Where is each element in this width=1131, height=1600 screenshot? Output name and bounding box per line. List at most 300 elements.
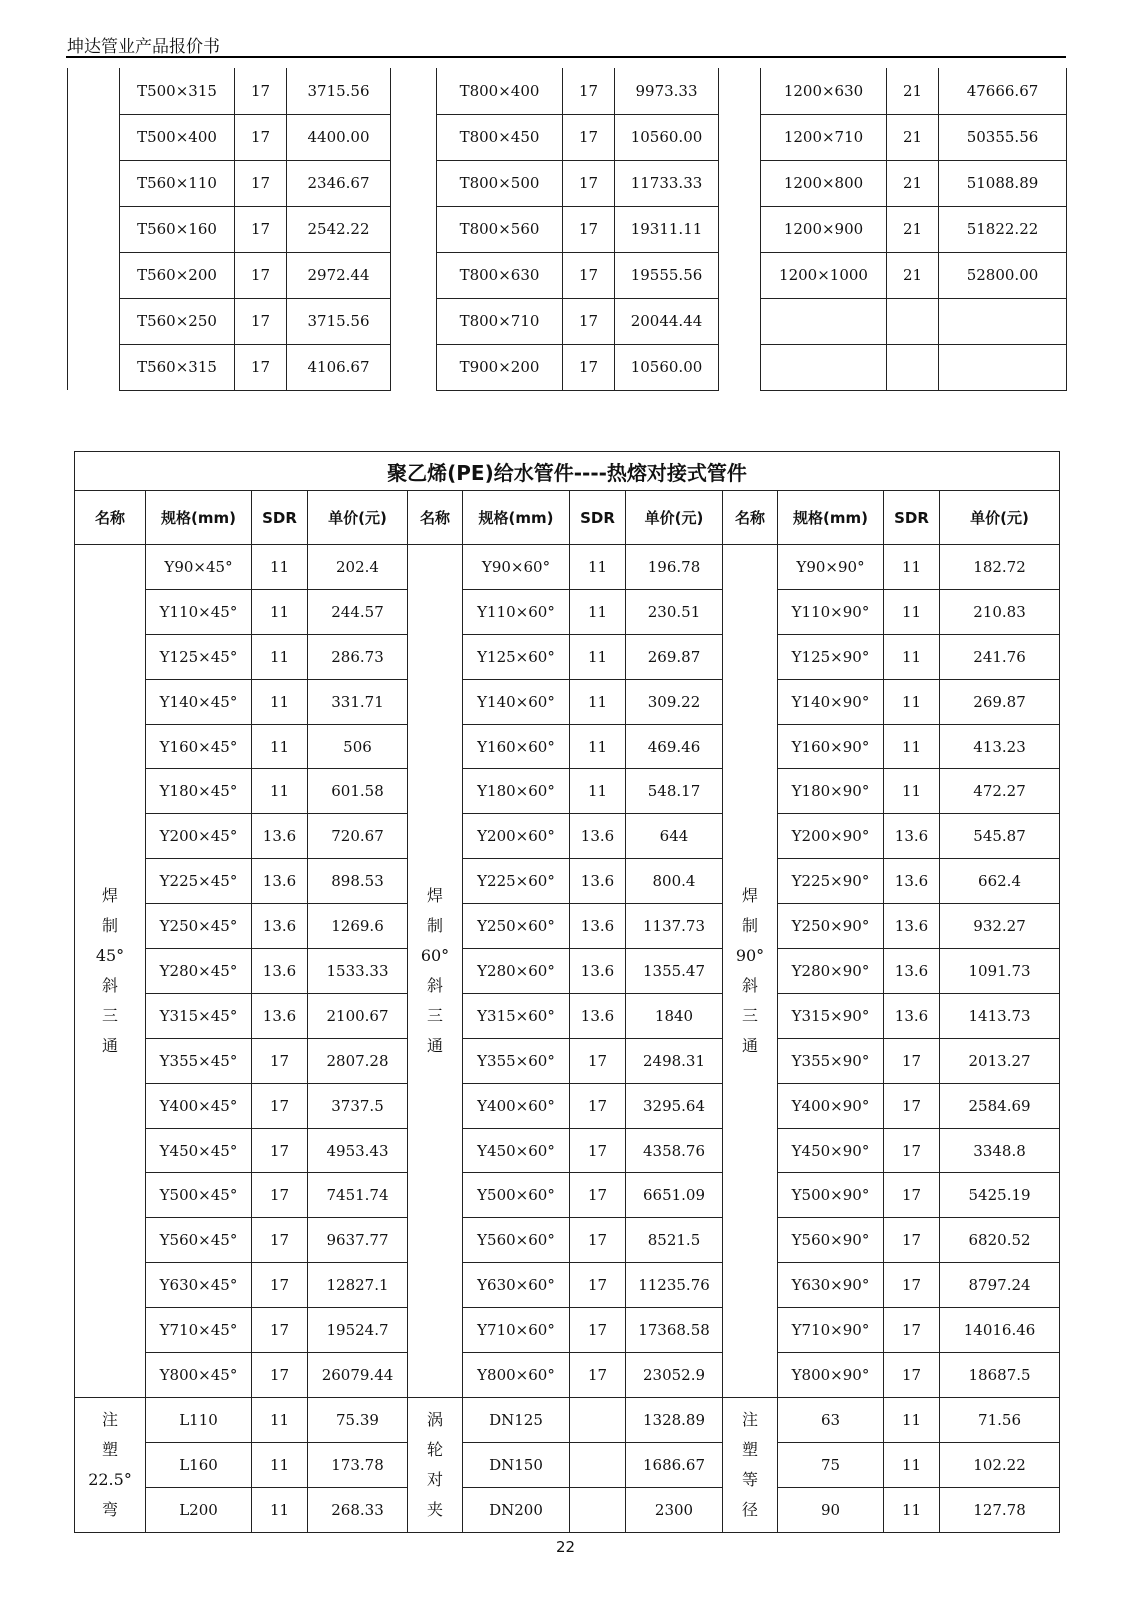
sdr-cell: 13.6 bbox=[252, 904, 308, 949]
price-cell: 331.71 bbox=[308, 679, 408, 724]
spec-cell: Y500×45° bbox=[146, 1173, 252, 1218]
spec-cell: Y800×60° bbox=[463, 1353, 570, 1398]
sdr-cell: 17 bbox=[235, 298, 287, 344]
sdr-cell: 17 bbox=[884, 1173, 940, 1218]
fitting-name-char: 制 bbox=[101, 915, 118, 935]
spec-cell: Y110×45° bbox=[146, 589, 252, 634]
sdr-cell: 17 bbox=[570, 1173, 626, 1218]
table-row bbox=[75, 589, 1060, 634]
sdr-cell: 13.6 bbox=[570, 859, 626, 904]
price-cell: 3737.5 bbox=[308, 1083, 408, 1128]
spec-cell: T560×200 bbox=[120, 252, 235, 298]
blank-name-cell bbox=[719, 252, 761, 298]
spec-cell: Y315×60° bbox=[463, 993, 570, 1038]
sdr-cell: 21 bbox=[887, 68, 939, 114]
price-cell: 800.4 bbox=[626, 859, 723, 904]
spec-cell: T800×560 bbox=[437, 206, 563, 252]
spec-cell: Y560×90° bbox=[778, 1218, 884, 1263]
price-cell: 6820.52 bbox=[940, 1218, 1060, 1263]
sdr-cell: 11 bbox=[570, 724, 626, 769]
price-cell: 1328.89 bbox=[626, 1397, 723, 1442]
price-cell: 3715.56 bbox=[287, 298, 391, 344]
spec-cell: Y180×90° bbox=[778, 769, 884, 814]
header-price: 单价(元) bbox=[626, 491, 723, 545]
sdr-cell: 11 bbox=[884, 724, 940, 769]
sdr-cell: 17 bbox=[563, 206, 615, 252]
spec-cell: Y450×45° bbox=[146, 1128, 252, 1173]
sdr-cell bbox=[570, 1442, 626, 1487]
price-cell: 601.58 bbox=[308, 769, 408, 814]
price-cell: 3295.64 bbox=[626, 1083, 723, 1128]
fitting-name-char: 涡 bbox=[426, 1409, 443, 1429]
spec-cell: Y710×60° bbox=[463, 1308, 570, 1353]
price-cell: 269.87 bbox=[940, 679, 1060, 724]
table-row bbox=[75, 1308, 1060, 1353]
fitting-name-cell bbox=[75, 1397, 146, 1532]
spec-cell: DN150 bbox=[463, 1442, 570, 1487]
fitting-name-char: 22.5° bbox=[88, 1469, 132, 1489]
price-cell: 241.76 bbox=[940, 634, 1060, 679]
spec-cell: Y280×45° bbox=[146, 949, 252, 994]
spec-cell: T800×450 bbox=[437, 114, 563, 160]
fitting-name-cell bbox=[75, 545, 146, 1398]
price-cell: 182.72 bbox=[940, 545, 1060, 590]
price-cell: 1269.6 bbox=[308, 904, 408, 949]
sdr-cell: 17 bbox=[563, 344, 615, 390]
table-row bbox=[75, 679, 1060, 724]
price-cell: 548.17 bbox=[626, 769, 723, 814]
blank-name-cell bbox=[68, 114, 120, 160]
price-cell: 1091.73 bbox=[940, 949, 1060, 994]
price-cell: 52800.00 bbox=[939, 252, 1067, 298]
price-cell: 2807.28 bbox=[308, 1038, 408, 1083]
spec-cell: Y355×90° bbox=[778, 1038, 884, 1083]
price-cell: 7451.74 bbox=[308, 1173, 408, 1218]
fitting-name-char: 制 bbox=[426, 915, 443, 935]
price-cell: 413.23 bbox=[940, 724, 1060, 769]
sdr-cell: 17 bbox=[884, 1083, 940, 1128]
sdr-cell: 17 bbox=[563, 114, 615, 160]
spec-cell: DN125 bbox=[463, 1397, 570, 1442]
fitting-name-char: 对 bbox=[426, 1469, 443, 1489]
fitting-name-char: 60° bbox=[420, 945, 450, 965]
spec-cell: T560×250 bbox=[120, 298, 235, 344]
blank-name-cell bbox=[391, 344, 437, 390]
sdr-cell: 11 bbox=[570, 769, 626, 814]
price-cell: 506 bbox=[308, 724, 408, 769]
sdr-cell: 17 bbox=[235, 160, 287, 206]
table-row bbox=[68, 114, 1067, 160]
table-row bbox=[68, 68, 1067, 114]
spec-cell: Y180×45° bbox=[146, 769, 252, 814]
table-row bbox=[75, 1487, 1060, 1532]
price-cell: 1355.47 bbox=[626, 949, 723, 994]
price-cell: 244.57 bbox=[308, 589, 408, 634]
spec-cell: Y125×90° bbox=[778, 634, 884, 679]
spec-cell: Y225×45° bbox=[146, 859, 252, 904]
price-cell bbox=[939, 298, 1067, 344]
fitting-name-char: 45° bbox=[95, 945, 125, 965]
sdr-cell: 13.6 bbox=[884, 904, 940, 949]
price-cell: 71.56 bbox=[940, 1397, 1060, 1442]
price-cell: 662.4 bbox=[940, 859, 1060, 904]
sdr-cell: 13.6 bbox=[252, 814, 308, 859]
spec-cell: Y140×45° bbox=[146, 679, 252, 724]
fitting-name-cell bbox=[723, 545, 778, 1398]
price-cell: 309.22 bbox=[626, 679, 723, 724]
spec-cell: T560×160 bbox=[120, 206, 235, 252]
sdr-cell: 17 bbox=[235, 114, 287, 160]
blank-name-cell bbox=[391, 206, 437, 252]
document-header-title: 坤达管业产品报价书 bbox=[67, 37, 220, 57]
sdr-cell: 17 bbox=[252, 1173, 308, 1218]
price-cell: 19524.7 bbox=[308, 1308, 408, 1353]
table-row bbox=[75, 1397, 1060, 1442]
sdr-cell: 11 bbox=[884, 769, 940, 814]
spec-cell: Y160×60° bbox=[463, 724, 570, 769]
sdr-cell: 17 bbox=[563, 298, 615, 344]
sdr-cell: 17 bbox=[884, 1128, 940, 1173]
price-cell: 210.83 bbox=[940, 589, 1060, 634]
spec-cell: Y710×45° bbox=[146, 1308, 252, 1353]
price-cell: 19555.56 bbox=[615, 252, 719, 298]
price-cell: 1137.73 bbox=[626, 904, 723, 949]
sdr-cell: 11 bbox=[570, 589, 626, 634]
table-row bbox=[75, 859, 1060, 904]
spec-cell: Y560×60° bbox=[463, 1218, 570, 1263]
table-row bbox=[75, 993, 1060, 1038]
sdr-cell: 11 bbox=[884, 1487, 940, 1532]
price-cell: 1533.33 bbox=[308, 949, 408, 994]
spec-cell: Y225×90° bbox=[778, 859, 884, 904]
sdr-cell: 21 bbox=[887, 160, 939, 206]
sdr-cell: 11 bbox=[884, 1397, 940, 1442]
price-cell: 51088.89 bbox=[939, 160, 1067, 206]
table-row bbox=[75, 1083, 1060, 1128]
price-cell: 2013.27 bbox=[940, 1038, 1060, 1083]
price-cell: 173.78 bbox=[308, 1442, 408, 1487]
spec-cell: 1200×710 bbox=[761, 114, 887, 160]
price-cell: 545.87 bbox=[940, 814, 1060, 859]
fitting-name-char: 弯 bbox=[101, 1499, 118, 1519]
header-price: 单价(元) bbox=[308, 491, 408, 545]
price-cell: 75.39 bbox=[308, 1397, 408, 1442]
spec-cell: Y630×45° bbox=[146, 1263, 252, 1308]
sdr-cell bbox=[887, 298, 939, 344]
price-cell: 9973.33 bbox=[615, 68, 719, 114]
header-sdr: SDR bbox=[884, 491, 940, 545]
fitting-name-char: 三 bbox=[741, 1005, 758, 1025]
price-cell: 127.78 bbox=[940, 1487, 1060, 1532]
blank-name-cell bbox=[391, 252, 437, 298]
sdr-cell: 21 bbox=[887, 114, 939, 160]
price-cell: 720.67 bbox=[308, 814, 408, 859]
spec-cell: T560×315 bbox=[120, 344, 235, 390]
fitting-name-char: 注 bbox=[741, 1409, 758, 1429]
blank-name-cell bbox=[68, 252, 120, 298]
price-cell: 1686.67 bbox=[626, 1442, 723, 1487]
spec-cell: Y140×60° bbox=[463, 679, 570, 724]
spec-cell: 1200×900 bbox=[761, 206, 887, 252]
table-row bbox=[75, 634, 1060, 679]
table-row bbox=[68, 344, 1067, 390]
spec-cell: Y90×45° bbox=[146, 545, 252, 590]
spec-cell: Y450×60° bbox=[463, 1128, 570, 1173]
price-cell: 47666.67 bbox=[939, 68, 1067, 114]
table-row bbox=[75, 1038, 1060, 1083]
sdr-cell: 17 bbox=[235, 206, 287, 252]
spec-cell: Y160×90° bbox=[778, 724, 884, 769]
sdr-cell: 11 bbox=[570, 679, 626, 724]
sdr-cell: 13.6 bbox=[570, 904, 626, 949]
sdr-cell: 17 bbox=[235, 252, 287, 298]
spec-cell: Y90×90° bbox=[778, 545, 884, 590]
price-cell: 472.27 bbox=[940, 769, 1060, 814]
header-name: 名称 bbox=[723, 491, 778, 545]
spec-cell: Y355×60° bbox=[463, 1038, 570, 1083]
spec-cell: T800×400 bbox=[437, 68, 563, 114]
page-number: 22 bbox=[555, 1538, 576, 1556]
price-cell: 51822.22 bbox=[939, 206, 1067, 252]
fitting-name-char: 斜 bbox=[741, 975, 758, 995]
spec-cell: Y500×90° bbox=[778, 1173, 884, 1218]
sdr-cell: 17 bbox=[235, 68, 287, 114]
spec-cell: T900×200 bbox=[437, 344, 563, 390]
price-cell: 230.51 bbox=[626, 589, 723, 634]
fitting-name-cell bbox=[408, 1397, 463, 1532]
header-sdr: SDR bbox=[570, 491, 626, 545]
fitting-name-char: 焊 bbox=[101, 885, 118, 905]
blank-name-cell bbox=[719, 206, 761, 252]
sdr-cell: 13.6 bbox=[252, 993, 308, 1038]
price-cell: 2498.31 bbox=[626, 1038, 723, 1083]
sdr-cell: 13.6 bbox=[570, 814, 626, 859]
price-cell: 2542.22 bbox=[287, 206, 391, 252]
price-cell: 6651.09 bbox=[626, 1173, 723, 1218]
sdr-cell bbox=[570, 1487, 626, 1532]
spec-cell: Y630×90° bbox=[778, 1263, 884, 1308]
sdr-cell: 17 bbox=[252, 1128, 308, 1173]
spec-cell: Y250×60° bbox=[463, 904, 570, 949]
fitting-name-char: 90° bbox=[735, 945, 765, 965]
spec-cell: 63 bbox=[778, 1397, 884, 1442]
price-cell: 3348.8 bbox=[940, 1128, 1060, 1173]
price-cell bbox=[939, 344, 1067, 390]
spec-cell: Y500×60° bbox=[463, 1173, 570, 1218]
fitting-name-char: 等 bbox=[741, 1469, 758, 1489]
table-row bbox=[75, 814, 1060, 859]
spec-cell: Y450×90° bbox=[778, 1128, 884, 1173]
fitting-name-char: 通 bbox=[101, 1035, 118, 1055]
sdr-cell: 11 bbox=[252, 545, 308, 590]
fitting-name-char: 径 bbox=[741, 1499, 758, 1519]
spec-cell: 90 bbox=[778, 1487, 884, 1532]
sdr-cell: 17 bbox=[570, 1308, 626, 1353]
table-row bbox=[75, 1353, 1060, 1398]
blank-name-cell bbox=[391, 160, 437, 206]
spec-cell: Y110×90° bbox=[778, 589, 884, 634]
table-title: 聚乙烯(PE)给水管件----热熔对接式管件 bbox=[75, 452, 1060, 491]
spec-cell: T800×500 bbox=[437, 160, 563, 206]
fitting-name-char: 夹 bbox=[426, 1499, 443, 1519]
sdr-cell: 21 bbox=[887, 206, 939, 252]
spec-cell: Y250×45° bbox=[146, 904, 252, 949]
table-row bbox=[68, 298, 1067, 344]
spec-cell: Y250×90° bbox=[778, 904, 884, 949]
price-cell: 1840 bbox=[626, 993, 723, 1038]
price-cell: 8797.24 bbox=[940, 1263, 1060, 1308]
price-cell: 17368.58 bbox=[626, 1308, 723, 1353]
fitting-name-char: 塑 bbox=[741, 1439, 758, 1459]
price-cell: 8521.5 bbox=[626, 1218, 723, 1263]
fitting-name-char: 通 bbox=[741, 1035, 758, 1055]
sdr-cell: 11 bbox=[884, 679, 940, 724]
price-cell: 3715.56 bbox=[287, 68, 391, 114]
blank-name-cell bbox=[391, 68, 437, 114]
sdr-cell: 13.6 bbox=[252, 859, 308, 904]
top-price-table-continued bbox=[67, 68, 1067, 391]
spec-cell: 1200×800 bbox=[761, 160, 887, 206]
header-name: 名称 bbox=[408, 491, 463, 545]
spec-cell: T500×400 bbox=[120, 114, 235, 160]
table-row bbox=[75, 1218, 1060, 1263]
blank-name-cell bbox=[391, 114, 437, 160]
spec-cell: Y400×45° bbox=[146, 1083, 252, 1128]
price-cell: 4358.76 bbox=[626, 1128, 723, 1173]
price-cell: 23052.9 bbox=[626, 1353, 723, 1398]
sdr-cell: 13.6 bbox=[570, 993, 626, 1038]
sdr-cell: 11 bbox=[252, 769, 308, 814]
header-spec: 规格(mm) bbox=[778, 491, 884, 545]
spec-cell: T800×630 bbox=[437, 252, 563, 298]
spec-cell: L160 bbox=[146, 1442, 252, 1487]
price-cell: 4400.00 bbox=[287, 114, 391, 160]
sdr-cell: 21 bbox=[887, 252, 939, 298]
spec-cell: Y180×60° bbox=[463, 769, 570, 814]
spec-cell: Y110×60° bbox=[463, 589, 570, 634]
sdr-cell: 17 bbox=[252, 1308, 308, 1353]
spec-cell: T500×315 bbox=[120, 68, 235, 114]
price-cell: 4106.67 bbox=[287, 344, 391, 390]
spec-cell: Y200×45° bbox=[146, 814, 252, 859]
price-cell: 11235.76 bbox=[626, 1263, 723, 1308]
header-spec: 规格(mm) bbox=[146, 491, 252, 545]
price-cell: 10560.00 bbox=[615, 344, 719, 390]
blank-name-cell bbox=[68, 344, 120, 390]
fitting-name-char: 制 bbox=[741, 915, 758, 935]
sdr-cell: 11 bbox=[252, 679, 308, 724]
price-cell: 50355.56 bbox=[939, 114, 1067, 160]
spec-cell: L110 bbox=[146, 1397, 252, 1442]
blank-name-cell bbox=[391, 298, 437, 344]
table-row bbox=[75, 769, 1060, 814]
price-cell: 14016.46 bbox=[940, 1308, 1060, 1353]
price-cell: 9637.77 bbox=[308, 1218, 408, 1263]
blank-name-cell bbox=[719, 160, 761, 206]
spec-cell: Y800×90° bbox=[778, 1353, 884, 1398]
table-row bbox=[75, 1442, 1060, 1487]
spec-cell: Y315×45° bbox=[146, 993, 252, 1038]
sdr-cell: 17 bbox=[884, 1308, 940, 1353]
price-cell: 2300 bbox=[626, 1487, 723, 1532]
table-header-row bbox=[75, 491, 1060, 545]
price-cell: 268.33 bbox=[308, 1487, 408, 1532]
sdr-cell: 11 bbox=[570, 634, 626, 679]
sdr-cell: 13.6 bbox=[884, 814, 940, 859]
price-cell: 644 bbox=[626, 814, 723, 859]
fitting-name-char: 焊 bbox=[426, 885, 443, 905]
sdr-cell: 13.6 bbox=[570, 949, 626, 994]
sdr-cell: 17 bbox=[884, 1263, 940, 1308]
price-cell: 12827.1 bbox=[308, 1263, 408, 1308]
price-cell: 269.87 bbox=[626, 634, 723, 679]
fitting-name-char: 焊 bbox=[741, 885, 758, 905]
price-cell: 202.4 bbox=[308, 545, 408, 590]
spec-cell: 75 bbox=[778, 1442, 884, 1487]
price-cell: 5425.19 bbox=[940, 1173, 1060, 1218]
header-rule bbox=[66, 56, 1066, 58]
sdr-cell: 11 bbox=[884, 1442, 940, 1487]
sdr-cell: 17 bbox=[570, 1263, 626, 1308]
sdr-cell: 17 bbox=[570, 1218, 626, 1263]
sdr-cell: 11 bbox=[252, 724, 308, 769]
sdr-cell: 11 bbox=[252, 1397, 308, 1442]
price-cell: 2100.67 bbox=[308, 993, 408, 1038]
sdr-cell bbox=[570, 1397, 626, 1442]
spec-cell: Y200×90° bbox=[778, 814, 884, 859]
sdr-cell: 17 bbox=[563, 252, 615, 298]
sdr-cell: 17 bbox=[884, 1038, 940, 1083]
fitting-name-cell bbox=[408, 545, 463, 1398]
spec-cell: Y125×45° bbox=[146, 634, 252, 679]
price-cell: 2346.67 bbox=[287, 160, 391, 206]
spec-cell: 1200×1000 bbox=[761, 252, 887, 298]
spec-cell: Y400×60° bbox=[463, 1083, 570, 1128]
header-price: 单价(元) bbox=[940, 491, 1060, 545]
fitting-name-char: 三 bbox=[426, 1005, 443, 1025]
sdr-cell: 17 bbox=[235, 344, 287, 390]
header-sdr: SDR bbox=[252, 491, 308, 545]
price-cell: 898.53 bbox=[308, 859, 408, 904]
price-cell: 4953.43 bbox=[308, 1128, 408, 1173]
price-cell: 2584.69 bbox=[940, 1083, 1060, 1128]
price-cell: 10560.00 bbox=[615, 114, 719, 160]
spec-cell bbox=[761, 344, 887, 390]
price-cell: 102.22 bbox=[940, 1442, 1060, 1487]
spec-cell: T800×710 bbox=[437, 298, 563, 344]
spec-cell: Y400×90° bbox=[778, 1083, 884, 1128]
price-cell: 469.46 bbox=[626, 724, 723, 769]
sdr-cell: 13.6 bbox=[884, 993, 940, 1038]
pe-butt-fusion-fittings-table bbox=[74, 451, 1060, 1533]
sdr-cell: 13.6 bbox=[884, 859, 940, 904]
blank-name-cell bbox=[719, 68, 761, 114]
spec-cell: 1200×630 bbox=[761, 68, 887, 114]
sdr-cell: 17 bbox=[252, 1083, 308, 1128]
sdr-cell: 17 bbox=[570, 1038, 626, 1083]
spec-cell: Y355×45° bbox=[146, 1038, 252, 1083]
spec-cell: Y140×90° bbox=[778, 679, 884, 724]
price-cell: 18687.5 bbox=[940, 1353, 1060, 1398]
spec-cell: L200 bbox=[146, 1487, 252, 1532]
spec-cell: Y200×60° bbox=[463, 814, 570, 859]
table-row bbox=[75, 1128, 1060, 1173]
spec-cell: Y630×60° bbox=[463, 1263, 570, 1308]
table-row bbox=[75, 724, 1060, 769]
spec-cell: Y125×60° bbox=[463, 634, 570, 679]
sdr-cell: 17 bbox=[252, 1218, 308, 1263]
blank-name-cell bbox=[68, 298, 120, 344]
